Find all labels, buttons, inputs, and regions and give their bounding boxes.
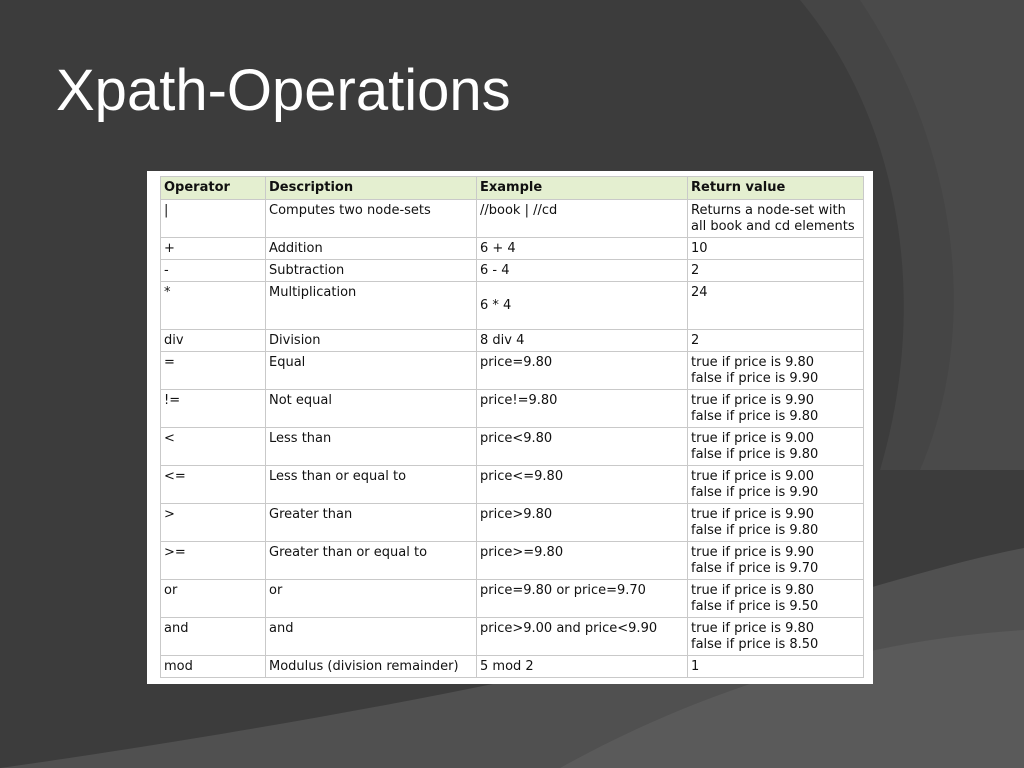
return-line-2: false if price is 9.80 [691,447,819,462]
header-operator: Operator [161,177,266,200]
cell-description: and [266,618,477,656]
cell-description: Division [266,330,477,352]
header-example: Example [477,177,688,200]
return-line-1: true if price is 9.90 [691,507,815,522]
cell-operator: - [161,260,266,282]
cell-description: Subtraction [266,260,477,282]
cell-example: 8 div 4 [477,330,688,352]
return-line-2: false if price is 8.50 [691,637,819,652]
return-line-2: false if price is 9.80 [691,523,819,538]
table-row [161,260,864,282]
cell-operator: * [161,282,266,330]
table-row [161,352,864,390]
return-line-1: Returns a node-set with [691,203,846,218]
cell-example: price>9.00 and price<9.90 [477,618,688,656]
cell-description: Multiplication [266,282,477,330]
table-row [161,542,864,580]
slide-title: Xpath-Operations [56,58,511,123]
cell-example: 5 mod 2 [477,656,688,678]
cell-example: //book | //cd [477,200,688,238]
return-line-1: true if price is 9.80 [691,355,815,370]
header-return-value: Return value [688,177,864,200]
return-line-2: false if price is 9.50 [691,599,819,614]
cell-return-value [688,580,864,618]
cell-description: Equal [266,352,477,390]
xpath-operators-table [160,176,864,678]
cell-operator: mod [161,656,266,678]
cell-description: Computes two node-sets [266,200,477,238]
table-row [161,238,864,260]
return-line-2: false if price is 9.90 [691,371,819,386]
cell-example: 6 - 4 [477,260,688,282]
table-header-row [161,177,864,200]
return-line-2: all book and cd elements [691,219,855,234]
cell-description: Greater than or equal to [266,542,477,580]
cell-description: Modulus (division remainder) [266,656,477,678]
cell-description: Less than or equal to [266,466,477,504]
cell-operator: <= [161,466,266,504]
cell-description: or [266,580,477,618]
return-line-1: true if price is 9.90 [691,393,815,408]
header-description: Description [266,177,477,200]
return-line-2: false if price is 9.90 [691,485,819,500]
cell-example: price=9.80 or price=9.70 [477,580,688,618]
cell-return-value [688,428,864,466]
cell-return-value: 24 [688,282,864,330]
return-line-1: true if price is 9.80 [691,621,815,636]
cell-example: price!=9.80 [477,390,688,428]
cell-return-value [688,352,864,390]
cell-operator: | [161,200,266,238]
return-line-2: false if price is 9.80 [691,409,819,424]
cell-return-value [688,618,864,656]
cell-example: price<=9.80 [477,466,688,504]
cell-return-value [688,200,864,238]
cell-operator: = [161,352,266,390]
return-line-2: false if price is 9.70 [691,561,819,576]
cell-operator: div [161,330,266,352]
cell-example: price>=9.80 [477,542,688,580]
cell-description: Greater than [266,504,477,542]
cell-example: price>9.80 [477,504,688,542]
table-row [161,466,864,504]
cell-description: Addition [266,238,477,260]
table-row [161,330,864,352]
cell-operator: >= [161,542,266,580]
operators-table-panel [147,171,873,684]
cell-operator: or [161,580,266,618]
return-line-1: true if price is 9.90 [691,545,815,560]
table-row [161,282,864,330]
cell-return-value: 2 [688,330,864,352]
table-row [161,618,864,656]
cell-description: Not equal [266,390,477,428]
return-line-1: true if price is 9.00 [691,431,815,446]
cell-example: 6 + 4 [477,238,688,260]
cell-return-value [688,466,864,504]
table-row [161,504,864,542]
table-row [161,390,864,428]
cell-operator: and [161,618,266,656]
cell-example: price<9.80 [477,428,688,466]
cell-example: 6 * 4 [477,282,688,330]
cell-description: Less than [266,428,477,466]
table-row [161,428,864,466]
cell-return-value [688,542,864,580]
cell-operator: + [161,238,266,260]
cell-operator: != [161,390,266,428]
cell-return-value: 10 [688,238,864,260]
cell-operator: > [161,504,266,542]
table-row [161,580,864,618]
cell-return-value [688,390,864,428]
table-row [161,656,864,678]
cell-operator: < [161,428,266,466]
cell-example: price=9.80 [477,352,688,390]
cell-return-value: 1 [688,656,864,678]
cell-return-value [688,504,864,542]
return-line-1: true if price is 9.00 [691,469,815,484]
cell-return-value: 2 [688,260,864,282]
return-line-1: true if price is 9.80 [691,583,815,598]
table-row [161,200,864,238]
